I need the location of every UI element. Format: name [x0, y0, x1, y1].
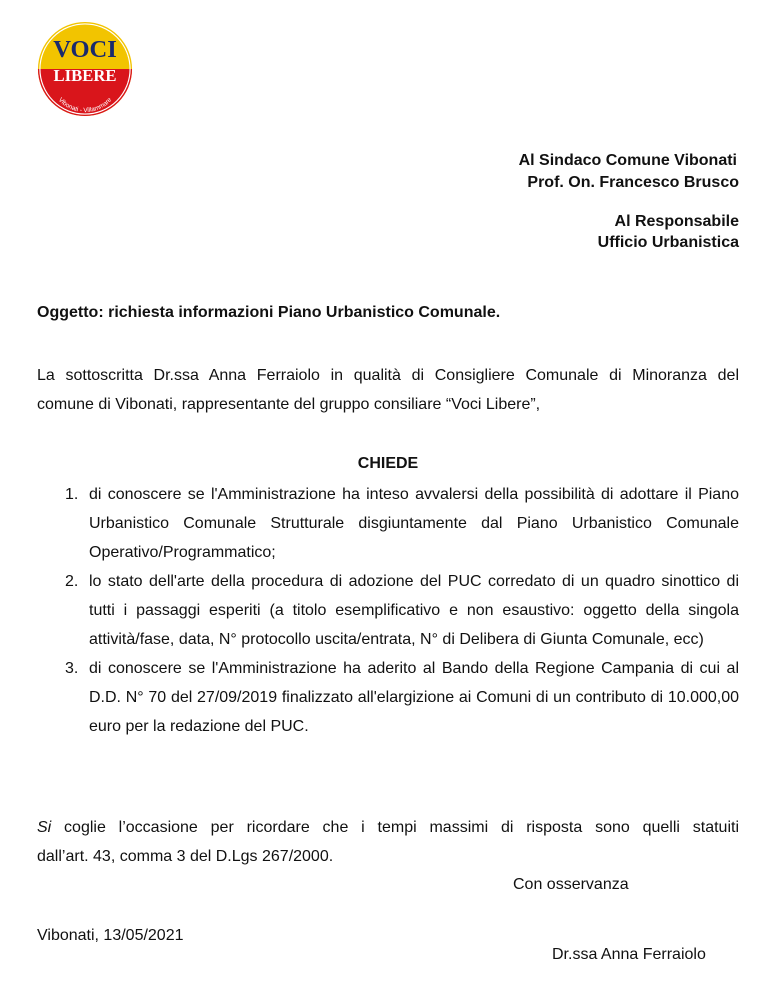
chiede-heading: CHIEDE [357, 455, 419, 472]
list-item-number: 1. [65, 486, 79, 503]
closing-note-rest: coglie l’occasione per ricordare che i tempi massimi di risposta sono quelli statuiti [51, 819, 739, 836]
list-item [37, 480, 739, 567]
list-item-text: di conoscere se l'Amministrazione ha aderito al Bando della Regione Campania di cui al D.D. N° 70 del 27/09/2019 finalizzato all'elargizione ai Comuni di un contributo di 10.000,00 euro per la redazione del PUC. [89, 660, 739, 735]
recipient-mayor-name: Prof. On. Francesco Brusco [527, 174, 739, 191]
list-item-number: 2. [65, 573, 79, 590]
closing-note-line-2: dall’art. 43, comma 3 del D.Lgs 267/2000. [37, 848, 334, 865]
list-item-number: 3. [65, 660, 79, 677]
place-date: Vibonati, 13/05/2021 [37, 927, 184, 944]
closing-note-italic: Si [37, 819, 52, 836]
recipient-manager: Al Responsabile [614, 213, 739, 230]
closing-note-line-1 [37, 814, 739, 842]
salutation: Con osservanza [513, 876, 629, 893]
intro-line-2: comune di Vibonati, rappresentante del gruppo consiliare “Voci Libere”, [37, 396, 541, 413]
signature-name: Dr.ssa Anna Ferraiolo [552, 946, 706, 963]
subject-line: Oggetto: richiesta informazioni Piano Urbanistico Comunale. [37, 304, 501, 321]
list-item-text: lo stato dell'arte della procedura di adozione del PUC corredato di un quadro sinottico di tutti i passaggi esperiti (a titolo esemplificativo e non esaustivo: oggetto della singola attività/fase, data, N° protocollo uscita/entrata, N° di Delibera di Giunta Comunale, ecc) [89, 573, 739, 648]
recipient-office: Ufficio Urbanistica [597, 234, 739, 251]
logo-text-voci: VOCI [53, 36, 117, 64]
list-item-text: di conoscere se l'Amministrazione ha inteso avvalersi della possibilità di adottare il Piano Urbanistico Comunale Strutturale disgiuntamente dal Piano Urbanistico Comunale Operativo/Programmatico; [89, 486, 739, 561]
voci-libere-logo [36, 20, 134, 118]
list-item [37, 567, 739, 654]
logo-arc-text: Vibonati - Villammare [56, 96, 114, 115]
recipient-mayor: Al Sindaco Comune Vibonati [518, 152, 737, 169]
list-item [37, 654, 739, 741]
intro-line-1: La sottoscritta Dr.ssa Anna Ferraiolo in qualità di Consigliere Comunale di Minoranza del [37, 367, 739, 384]
requests-list [37, 480, 739, 741]
logo-text-libere: LIBERE [53, 65, 117, 85]
